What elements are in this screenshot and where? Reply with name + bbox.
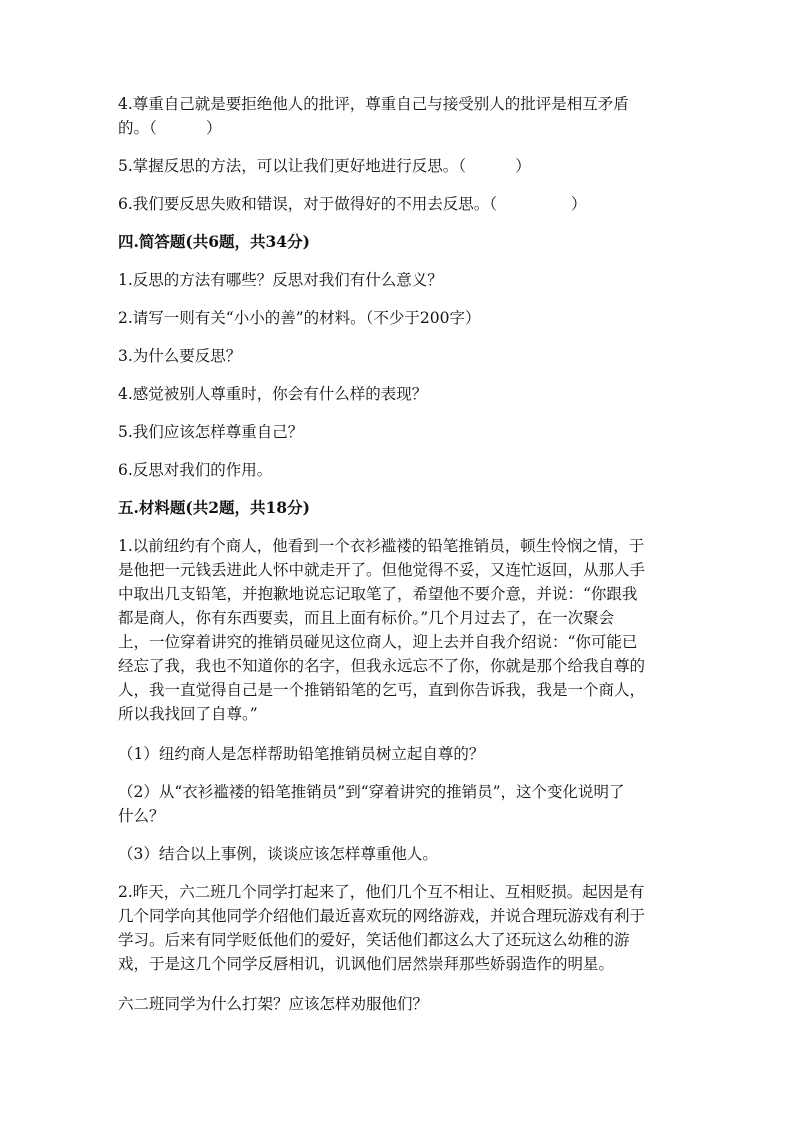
material-1-subquestion-1: （1）纽约商人是怎样帮助铅笔推销员树立起自尊的？ bbox=[118, 745, 485, 763]
material-1-subquestion-3: （3）结合以上事例，谈谈应该怎样尊重他人。 bbox=[118, 845, 438, 863]
short-answer-4: 4.感觉被别人尊重时，你会有什么样的表现？ bbox=[118, 385, 428, 403]
short-answer-1: 1.反思的方法有哪些？反思对我们有什么意义？ bbox=[118, 271, 443, 289]
short-answer-5: 5.我们应该怎样尊重自己？ bbox=[118, 423, 304, 441]
material-1-subquestion-2-line-2: 什么？ bbox=[118, 807, 165, 825]
short-answer-2: 2.请写一则有关“小小的善”的材料。（不少于200字） bbox=[118, 309, 481, 327]
question-6: 6.我们要反思失败和错误，对于做得好的不用去反思。（ ） bbox=[118, 195, 587, 213]
material-1-subquestion-2-line-1: （2）从“衣衫褴褛的铅笔推销员”到“穿着讲究的推销员”，这个变化说明了 bbox=[118, 783, 625, 801]
material-1-line: 经忘了我，我也不知道你的名字，但我永远忘不了你，你就是那个给我自尊的 bbox=[118, 657, 646, 675]
material-2-line: 戏，于是这几个同学反唇相讥，讥讽他们居然崇拜那些娇弱造作的明星。 bbox=[118, 955, 615, 973]
short-answer-3: 3.为什么要反思？ bbox=[118, 347, 242, 365]
material-1-line: 人，我一直觉得自己是一个推销铅笔的乞丐，直到你告诉我，我是一个商人， bbox=[118, 681, 646, 699]
question-5: 5.掌握反思的方法，可以让我们更好地进行反思。（ ） bbox=[118, 157, 531, 175]
material-2-line: 2.昨天，六二班几个同学打起来了，他们几个互不相让、互相贬损。起因是有 bbox=[118, 883, 645, 901]
material-2-passage bbox=[118, 880, 678, 976]
material-1-line: 中取出几支铅笔，并抱歉地说忘记取笔了，希望他不要介意，并说：“你跟我 bbox=[118, 585, 638, 603]
exam-page bbox=[118, 92, 678, 1016]
material-2-line: 学习。后来有同学贬低他们的爱好，笑话他们都这么大了还玩这么幼稚的游 bbox=[118, 931, 630, 949]
material-1-passage bbox=[118, 534, 678, 726]
material-1-line: 所以我找回了自尊。” bbox=[118, 705, 258, 723]
question-4-line-1: 4.尊重自己就是要拒绝他人的批评，尊重自己与接受别人的批评是相互矛盾 bbox=[118, 95, 629, 113]
short-answer-6: 6.反思对我们的作用。 bbox=[118, 461, 273, 479]
question-4-line-2: 的。（ ） bbox=[118, 119, 222, 137]
material-1-line: 上，一位穿着讲究的推销员碰见这位商人，迎上去并自我介绍说：“你可能已 bbox=[118, 633, 638, 651]
section-5-heading: 五.材料题(共2题，共18分) bbox=[118, 498, 310, 517]
material-1-line: 都是商人，你有东西要卖，而且上面有标价。”几个月过去了，在一次聚会 bbox=[118, 609, 615, 627]
material-2-question: 六二班同学为什么打架？应该怎样劝服他们？ bbox=[118, 995, 429, 1013]
material-1-line: 是他把一元钱丢进此人怀中就走开了。但他觉得不妥，又连忙返回，从那人手 bbox=[118, 561, 646, 579]
section-4-heading: 四.简答题(共6题，共34分) bbox=[118, 232, 310, 251]
material-1-line: 1.以前纽约有个商人，他看到一个衣衫褴褛的铅笔推销员，顿生怜悯之情，于 bbox=[118, 537, 645, 555]
material-2-line: 几个同学向其他同学介绍他们最近喜欢玩的网络游戏，并说合理玩游戏有利于 bbox=[118, 907, 646, 925]
